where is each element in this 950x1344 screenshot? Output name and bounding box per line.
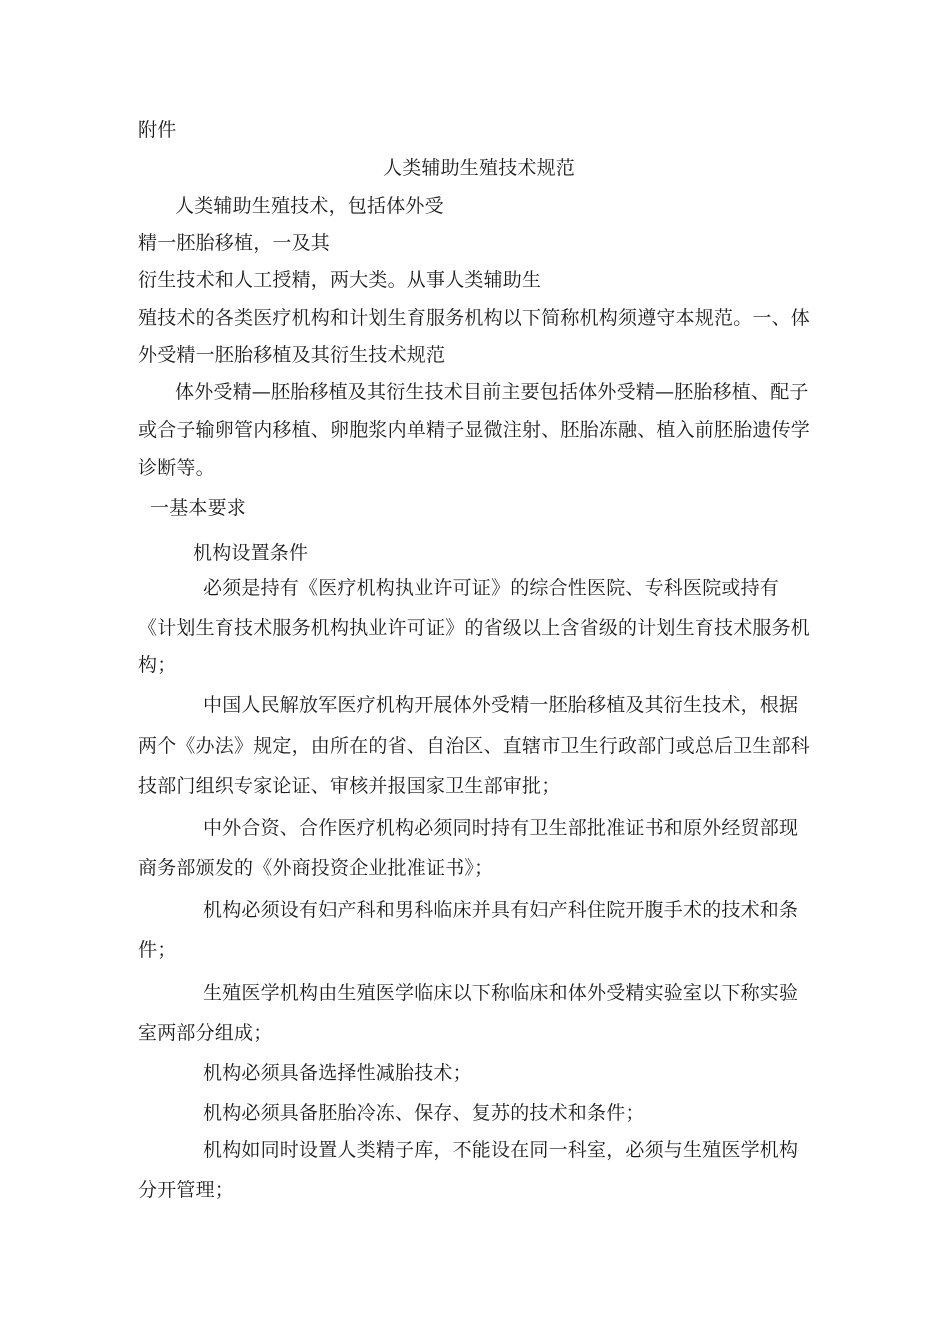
paragraph-line: 技部门组织专家论证、审核并报国家卫生部审批； <box>138 775 561 797</box>
paragraph-line: 精一胚胎移植，一及其 <box>138 232 331 254</box>
paragraph-line: 机构必须具备胚胎冷冻、保存、复苏的技术和条件； <box>203 1102 645 1124</box>
subsection-heading: 机构设置条件 <box>193 542 309 564</box>
paragraph-line: 衍生技术和人工授精，两大类。从事人类辅助生 <box>138 269 542 291</box>
paragraph-line: 殖技术的各类医疗机构和计划生育服务机构以下简称机构须遵守本规范。一、体 <box>138 307 811 329</box>
paragraph-line: 分开管理； <box>138 1179 235 1201</box>
paragraph-line: 生殖医学机构由生殖医学临床以下称临床和体外受精实验室以下称实验 <box>203 982 799 1004</box>
paragraph-line: 件； <box>138 939 177 961</box>
paragraph-line: 室两部分组成； <box>138 1022 273 1044</box>
paragraph-line: 机构必须设有妇产科和男科临床并具有妇产科住院开腹手术的技术和条 <box>203 899 799 921</box>
paragraph-line: 人类辅助生殖技术，包括体外受 <box>175 195 444 217</box>
paragraph-line: 或合子输卵管内移植、卵胞浆内单精子显微注射、胚胎冻融、植入前胚胎遗传学 <box>138 419 811 441</box>
paragraph-line: 机构必须具备选择性减胎技术； <box>203 1062 472 1084</box>
document-title: 人类辅助生殖技术规范 <box>383 157 576 179</box>
paragraph-line: 中国人民解放军医疗机构开展体外受精一胚胎移植及其衍生技术，根据 <box>203 694 799 716</box>
paragraph-line: 必须是持有《医疗机构执业许可证》的综合性医院、专科医院或持有 <box>203 577 780 599</box>
paragraph-line: 两个《办法》规定，由所在的省、自治区、直辖市卫生行政部门或总后卫生部科 <box>138 735 811 757</box>
section-heading: 一基本要求 <box>150 497 247 519</box>
paragraph-line: 外受精一胚胎移植及其衍生技术规范 <box>138 344 446 366</box>
paragraph-line: 构； <box>138 654 177 676</box>
paragraph-line: 诊断等。 <box>138 457 215 479</box>
paragraph-line: 商务部颁发的《外商投资企业批准证书》； <box>138 857 494 879</box>
paragraph-line: 中外合资、合作医疗机构必须同时持有卫生部批准证书和原外经贸部现 <box>203 817 799 839</box>
paragraph-line: 《计划生育技术服务机构执业许可证》的省级以上含省级的计划生育技术服务机 <box>138 617 811 639</box>
paragraph-line: 机构如同时设置人类精子库，不能设在同一科室，必须与生殖医学机构 <box>203 1139 799 1161</box>
annex-label: 附件 <box>138 119 177 141</box>
paragraph-line: 体外受精—胚胎移植及其衍生技术目前主要包括体外受精—胚胎移植、配子 <box>175 381 809 403</box>
